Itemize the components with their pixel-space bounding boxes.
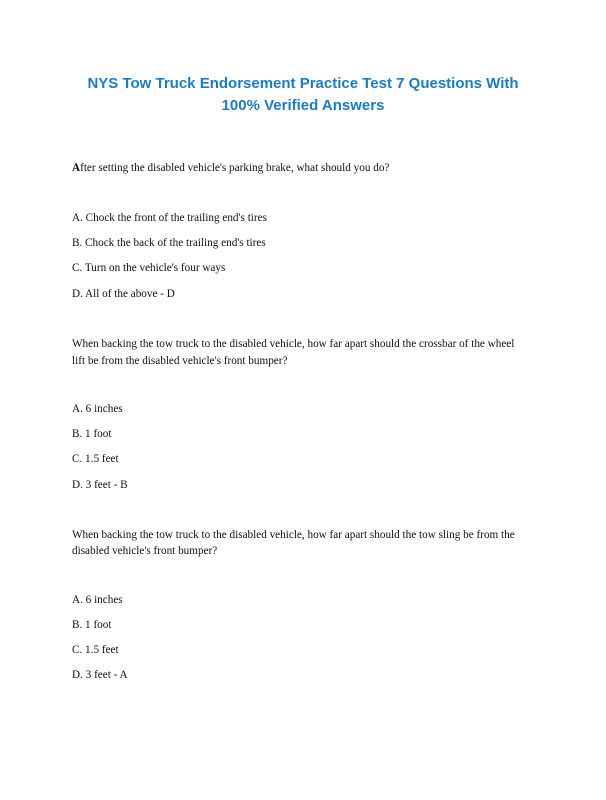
question-2-option-b: B. 1 foot — [72, 428, 112, 440]
question-3-text-line-2: disabled vehicle's front bumper? — [72, 545, 218, 557]
question-3-text-line-1: When backing the tow truck to the disabled vehicle, how far apart should the tow sling be from the — [72, 529, 515, 541]
question-1-option-c: C. Turn on the vehicle's four ways — [72, 262, 226, 274]
question-1-initial: A — [72, 162, 81, 174]
question-2-option-d: D. 3 feet - B — [72, 479, 128, 491]
question-1-text — [72, 160, 542, 177]
document-title-line-1: NYS Tow Truck Endorsement Practice Test 7 Questions With — [87, 75, 519, 92]
question-1-rest: fter setting the disabled vehicle's parking brake, what should you do? — [80, 162, 390, 174]
question-2-text-line-2: lift be from the disabled vehicle's front bumper? — [72, 355, 288, 367]
question-1-option-d: D. All of the above - D — [72, 288, 175, 300]
question-2-option-a: A. 6 inches — [72, 403, 123, 415]
question-3-option-b: B. 1 foot — [72, 619, 112, 631]
question-3-option-c: C. 1.5 feet — [72, 644, 119, 656]
question-2-option-c: C. 1.5 feet — [72, 453, 119, 465]
question-2-text-line-1: When backing the tow truck to the disabled vehicle, how far apart should the crossbar of the wheel — [72, 338, 515, 350]
question-1-option-b: B. Chock the back of the trailing end's tires — [72, 237, 266, 249]
document-title-line-2: 100% Verified Answers — [221, 97, 385, 114]
question-3-option-a: A. 6 inches — [72, 594, 123, 606]
question-1-option-a: A. Chock the front of the trailing end's tires — [72, 212, 267, 224]
question-3-option-d: D. 3 feet - A — [72, 669, 128, 681]
